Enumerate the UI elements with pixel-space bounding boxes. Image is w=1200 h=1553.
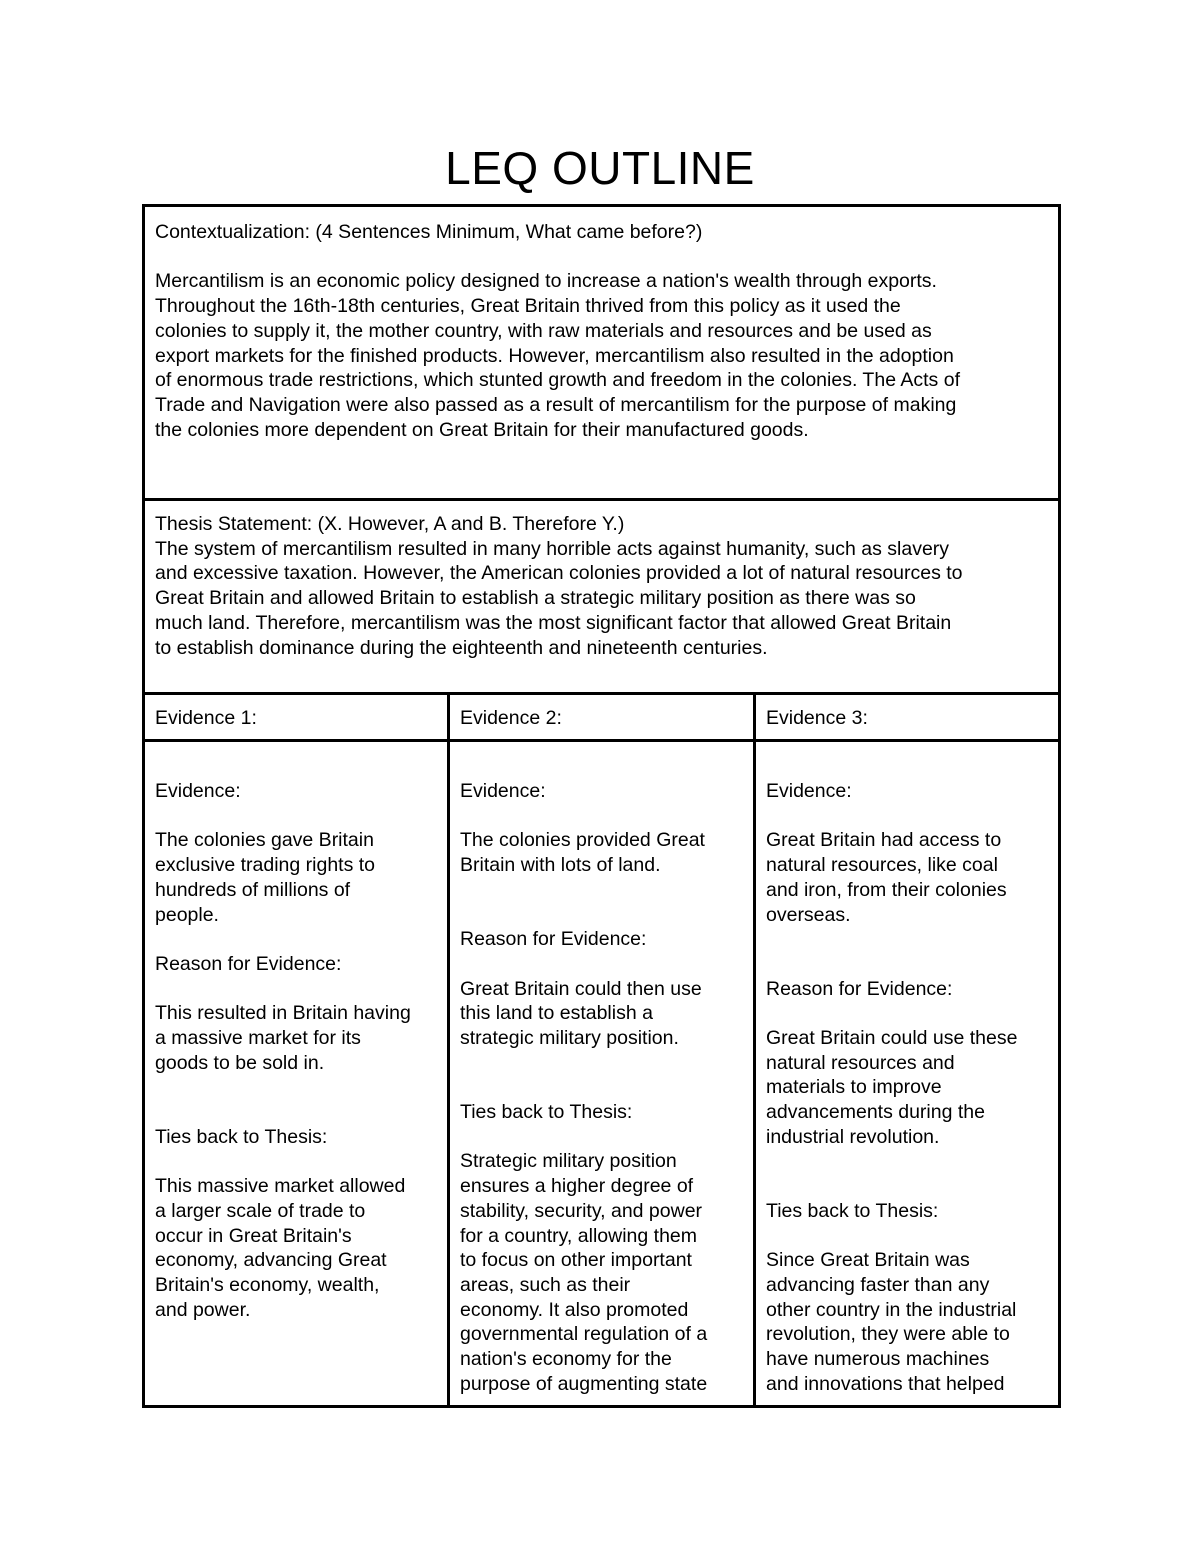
evidence-3-body-cell	[753, 739, 1061, 1408]
evidence-1-body-cell	[142, 739, 450, 1408]
evidence-3-ties-text: Since Great Britain was advancing faster than any other country in the industrial revolution, they were able to have numerous machines and innovations that helped	[766, 1249, 1017, 1395]
evidence-3-reason-text: Great Britain could use these natural resources and materials to improve advancements during the industrial revolution.	[766, 1026, 1018, 1148]
evidence-3-header-cell	[753, 692, 1061, 742]
thesis-cell	[142, 498, 1061, 695]
evidence-2-ties-text: Strategic military position ensures a higher degree of stability, security, and power for a country, allowing them to focus on other important areas, such as their economy. It also promoted governmental regulation of a nation's economy for the purpose of augmenting state	[460, 1150, 708, 1395]
contextualization-cell	[142, 204, 1061, 501]
evidence-3-header: Evidence 3:	[766, 707, 868, 729]
contextualization-label: Contextualization: (4 Sentences Minimum, What came before?)	[155, 221, 703, 243]
evidence-1-reason-label: Reason for Evidence:	[155, 952, 342, 975]
evidence-2-evidence-label: Evidence:	[460, 780, 546, 802]
thesis-label: Thesis Statement: (X. However, A and B. Therefore Y.)	[155, 513, 625, 535]
evidence-3-reason-label: Reason for Evidence:	[766, 977, 953, 1000]
evidence-1-header-cell	[142, 692, 450, 742]
evidence-1-evidence-text: The colonies gave Britain exclusive trading rights to hundreds of millions of people.	[155, 829, 376, 926]
evidence-2-ties-label: Ties back to Thesis:	[460, 1101, 633, 1124]
evidence-1-ties-label: Ties back to Thesis:	[155, 1125, 328, 1148]
evidence-2-evidence-text: The colonies provided Great Britain with lots of land.	[460, 829, 705, 877]
evidence-3-evidence-label: Evidence:	[766, 780, 852, 802]
evidence-1-ties-text: This massive market allowed a larger scale of trade to occur in Great Britain's economy, advancing Great Britain's economy, wealth, and power.	[155, 1175, 406, 1321]
evidence-1-header: Evidence 1:	[155, 707, 257, 729]
evidence-3-ties-label: Ties back to Thesis:	[766, 1199, 939, 1222]
evidence-2-reason-label: Reason for Evidence:	[460, 928, 647, 951]
thesis-text: The system of mercantilism resulted in many horrible acts against humanity, such as slavery and excessive taxation. However, the American colonies provided a lot of natural resources to Great Britain and allowed Britain to establish a strategic military position as there was so much land. Therefore, mercantilism was the most significant factor that allowed Great Britain to establish dominance during the eighteenth and nineteenth centuries.	[155, 537, 963, 659]
evidence-2-reason-text: Great Britain could then use this land to establish a strategic military position.	[460, 977, 702, 1049]
evidence-2-body-cell	[447, 739, 756, 1408]
page-title: LEQ OUTLINE	[445, 142, 755, 194]
evidence-2-header-cell	[447, 692, 756, 742]
evidence-3-evidence-text: Great Britain had access to natural resources, like coal and iron, from their colonies overseas.	[766, 829, 1007, 926]
evidence-1-evidence-label: Evidence:	[155, 780, 241, 802]
evidence-2-header: Evidence 2:	[460, 707, 562, 729]
contextualization-text: Mercantilism is an economic policy designed to increase a nation's wealth through exports. Throughout the 16th-18th centuries, Great Britain thrived from this policy as it used the colonies to supply it, the mother country, with raw materials and resources and be used as export markets for the finished products. However, mercantilism also resulted in the adoption of enormous trade restrictions, which stunted growth and freedom in the colonies. The Acts of Trade and Navigation were also passed as a result of mercantilism for the purpose of making the colonies more dependent on Great Britain for their manufactured goods.	[155, 270, 960, 441]
evidence-1-reason-text: This resulted in Britain having a massive market for its goods to be sold in.	[155, 1002, 411, 1074]
